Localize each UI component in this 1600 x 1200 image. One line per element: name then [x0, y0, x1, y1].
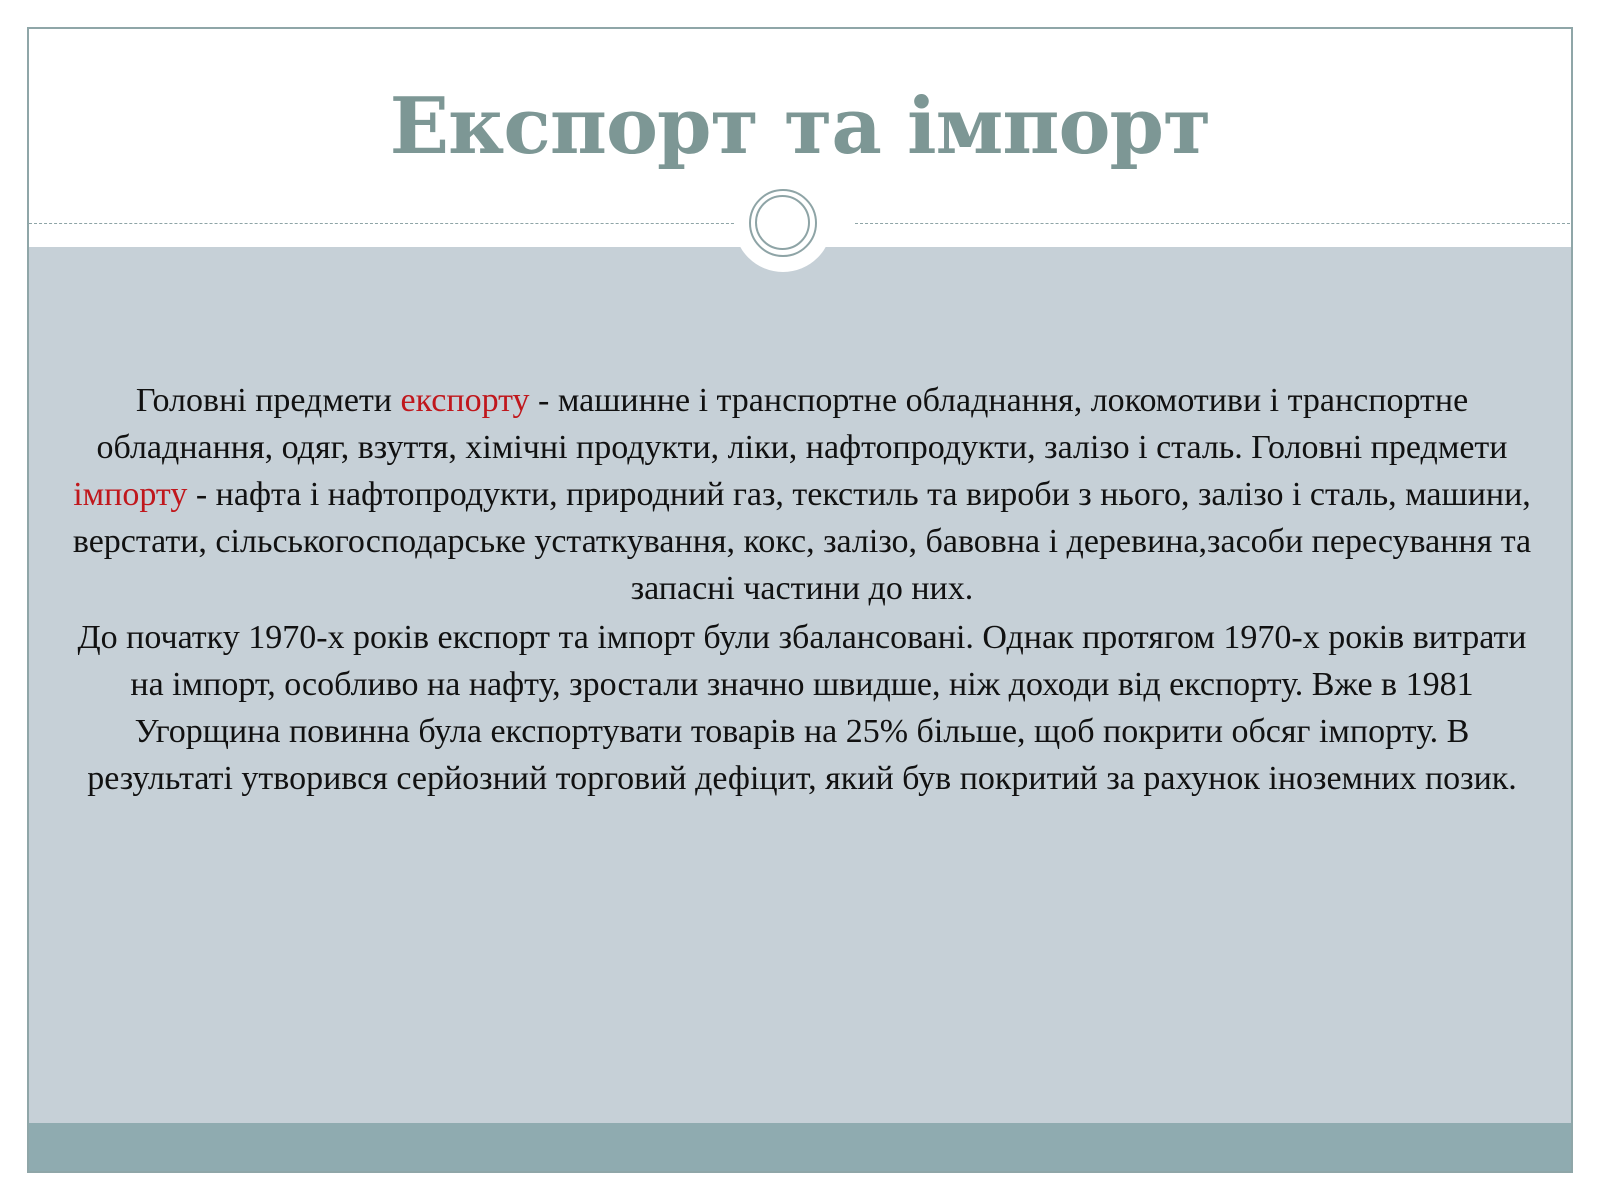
- paragraph-exports-imports: [69, 377, 1535, 612]
- footer-band: [29, 1123, 1571, 1173]
- divider-right: [855, 223, 1573, 224]
- paragraph1-text: Головні предмети: [135, 382, 401, 419]
- slide: [27, 27, 1573, 1173]
- body-text: [69, 377, 1535, 804]
- highlight-export: експорту: [400, 382, 530, 419]
- paragraph1-text: - машинне і транспортне обладнання, локомотиви і транспортне обладнання, одяг, взуття, хімічні продукти, ліки, нафтопродукти, залізо і сталь. Головні предмети: [96, 382, 1508, 466]
- circle-ornament-icon: [749, 189, 817, 257]
- paragraph1-text: - нафта і нафтопродукти, природний газ, текстиль та вироби з нього, залізо і сталь, машини, верстати, сільськогосподарське устаткування, кокс, залізо, бавовна і деревина,засоби пересування та запасні частини до них.: [72, 476, 1532, 607]
- highlight-import: імпорту: [73, 476, 188, 513]
- slide-title: Експорт та імпорт: [389, 81, 1211, 172]
- paragraph-trade-balance: До початку 1970-х років експорт та імпорт були збалансовані. Однак протягом 1970-х років витрати на імпорт, особливо на нафту, зростали значно швидше, ніж доходи від експорту. Вже в 1981 Угорщина повинна була експортувати товарів на 25% більше, щоб покрити обсяг імпорту. В результаті утворився серйозний торговий дефіцит, який був покритий за рахунок іноземних позик.: [77, 619, 1527, 797]
- divider-left: [29, 223, 749, 224]
